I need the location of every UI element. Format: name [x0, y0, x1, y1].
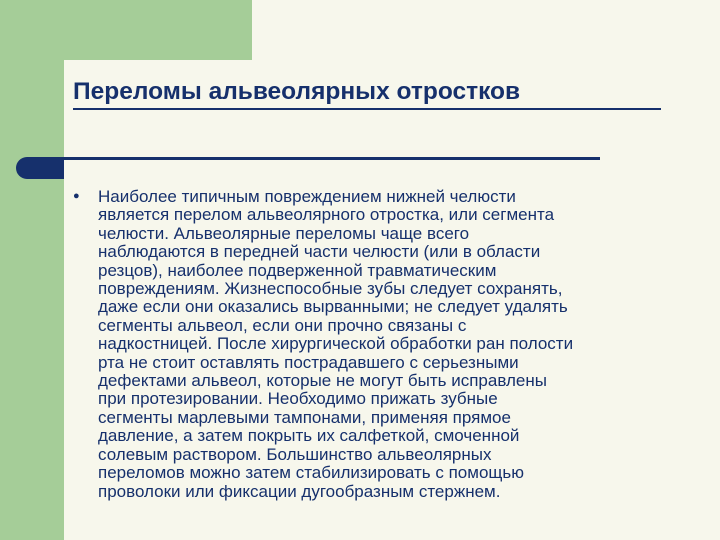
body-line: проволоки или фиксации дугообразным стержнем.	[98, 481, 501, 501]
body-line: Наиболее типичным повреждением нижней челюсти	[98, 187, 516, 206]
body-line: дефектами альвеол, которые не могут быть исправлены	[98, 371, 547, 391]
title-panel	[64, 60, 720, 160]
body-line: при протезировании. Необходимо прижать зубные	[98, 389, 498, 409]
body-line: рта не стоит оставлять пострадавшего с серьезными	[98, 352, 519, 372]
bullet-icon: ●	[73, 190, 80, 202]
body-line: сегменты марлевыми тампонами, применяя прямое	[98, 407, 511, 427]
slide-title: Переломы альвеолярных отростков	[73, 78, 521, 105]
body-line: наблюдаются в передней части челюсти (или в области	[98, 242, 541, 262]
body-line: повреждениям. Жизнеспособные зубы следует сохранять,	[98, 279, 563, 299]
body-line: переломов можно затем стабилизировать с помощью	[98, 463, 524, 483]
body-line: давление, а затем покрыть их салфеткой, смоченной	[98, 426, 520, 446]
body-line: даже если они оказались вырванными; не следует удалять	[98, 297, 568, 317]
title-underline	[73, 108, 661, 110]
body-line: надкостницей. После хирургической обработки ран полости	[98, 334, 574, 354]
body-line: является перелом альвеолярного отростка, или сегмента	[98, 205, 555, 225]
body-line: резцов), наиболее подверженной травматическим	[98, 260, 497, 280]
body-paragraph	[98, 188, 666, 501]
decorative-left-strip	[0, 60, 64, 540]
body-line: сегменты альвеол, если они прочно связаны с	[98, 315, 467, 335]
body-line: челюсти. Альвеолярные переломы чаще всего	[98, 223, 470, 243]
body-line: солевым раствором. Большинство альвеолярных	[98, 444, 492, 464]
